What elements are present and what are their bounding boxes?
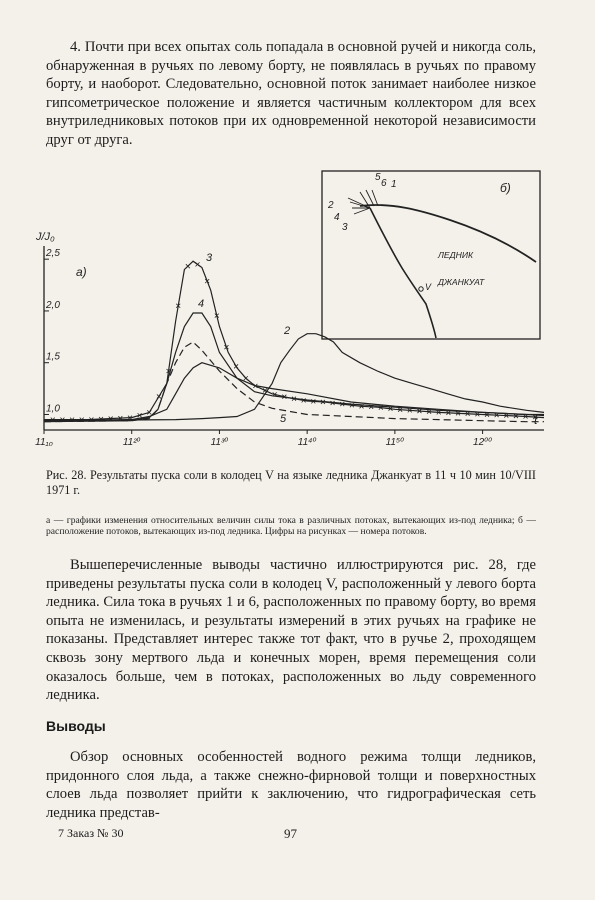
glacier-label-line-1: ЛЕДНИК	[438, 250, 474, 260]
map-stream-label: 1	[391, 179, 397, 190]
x-tick-label: 11²⁰	[122, 437, 141, 448]
map-stream-label: 6	[381, 178, 387, 189]
well-label: V	[425, 282, 432, 292]
map-stream-label: 2	[328, 200, 334, 211]
chart-and-map-svg	[30, 168, 550, 480]
curve-label: 5	[280, 413, 287, 425]
curve-label: 2	[284, 325, 291, 337]
series-3-marker	[157, 394, 161, 398]
figure-note: а — графики изменения относительных величин силы тока в различных потоках, вытекающих из-под ледника; б — расположение потоков, вытекающих из-под ледника. Цифры на рисунках — номера потоков.	[46, 514, 536, 538]
stream-mouths	[348, 190, 378, 214]
curve-label: 4	[198, 298, 205, 310]
chart-panel-label: а)	[76, 265, 87, 279]
page-footer	[0, 826, 595, 846]
series-3-marker	[234, 364, 238, 368]
map-stream-label: 3	[342, 222, 348, 233]
curve-label: 3	[206, 252, 213, 264]
x-tick-label: 11₁₀	[35, 437, 53, 448]
series-3-marker	[186, 264, 190, 268]
paragraph-2: Вышеперечисленные выводы частично иллюстрируются рис. 28, где приведены результаты пуска соли в колодец V, расположенный у левого борта ледника. Сила тока в ручьях 1 и 6, расположенных по правому борту, во время опыта не изменилась, и результаты измерений в этих ручьях на графике не показаны. Представляет интерес также тот факт, что в ручье 2, проходящем сквозь зону мертвого льда и конечных морен, время перемещения соли оказалось больше, чем в потоках, расположенных во льду современного ледника.	[46, 557, 536, 704]
y-tick-label: 1,5	[46, 351, 60, 363]
paragraph-1: 4. Почти при всех опытах соль попадала в основной ручей и никогда соль, обнаруженная в ручьях по левому борту, не появлялась в ручьях по правому борту, и наоборот. Следовательно, основной поток занимает наиболее низкое гипсометрическое положение и является частичным коллектором для всех внутриледниковых потоков при их одновременной некоторой независимости друг от друга.	[46, 39, 536, 148]
y-tick-label: 1,0	[46, 403, 60, 415]
x-tick-label: 11⁴⁰	[297, 437, 317, 448]
page-number: 97	[284, 826, 297, 841]
y-tick-label: 2,5	[46, 248, 60, 260]
map-stream-label: 4	[334, 212, 340, 223]
y-tick-label: 2,0	[46, 299, 60, 311]
map-panel-label: б)	[500, 181, 511, 195]
section-heading: Выводы	[46, 718, 106, 734]
glacier-label-line-2: ДЖАНКУАТ	[438, 277, 485, 287]
map-inset	[348, 190, 536, 338]
series-3-marker	[196, 262, 200, 266]
paragraph-3: Обзор основных особенностей водного режима толщи ледников, придонного слоя льда, а также снежно-фирновой толщи и поверхностных слоев льда позволяет прийти к заключению, что гидрографическая сеть ледника представ-	[46, 749, 536, 821]
x-tick-label: 12⁰⁰	[473, 437, 493, 448]
series-3-marker	[244, 376, 248, 380]
map-stream-label: 5	[375, 172, 381, 183]
map-inset-frame	[322, 171, 540, 339]
series-line-2	[44, 334, 544, 421]
printing-signature: 7 Заказ № 30	[58, 826, 124, 840]
y-axis-label: J/J₀	[36, 231, 55, 243]
glacier-stream-line	[370, 208, 436, 338]
x-axis-label: t	[534, 413, 538, 427]
figure-28	[30, 168, 550, 480]
series-line-4	[44, 313, 544, 422]
x-tick-label: 11³⁰	[210, 437, 229, 448]
well-v-marker	[419, 287, 423, 291]
series-line-unlabeled-3	[44, 342, 544, 422]
x-tick-label: 11⁵⁰	[385, 437, 405, 448]
figure-caption: Рис. 28. Результаты пуска соли в колодец V на языке ледника Джанкуат в 11 ч 10 мин 10/VIII 1971 г.	[46, 468, 536, 497]
